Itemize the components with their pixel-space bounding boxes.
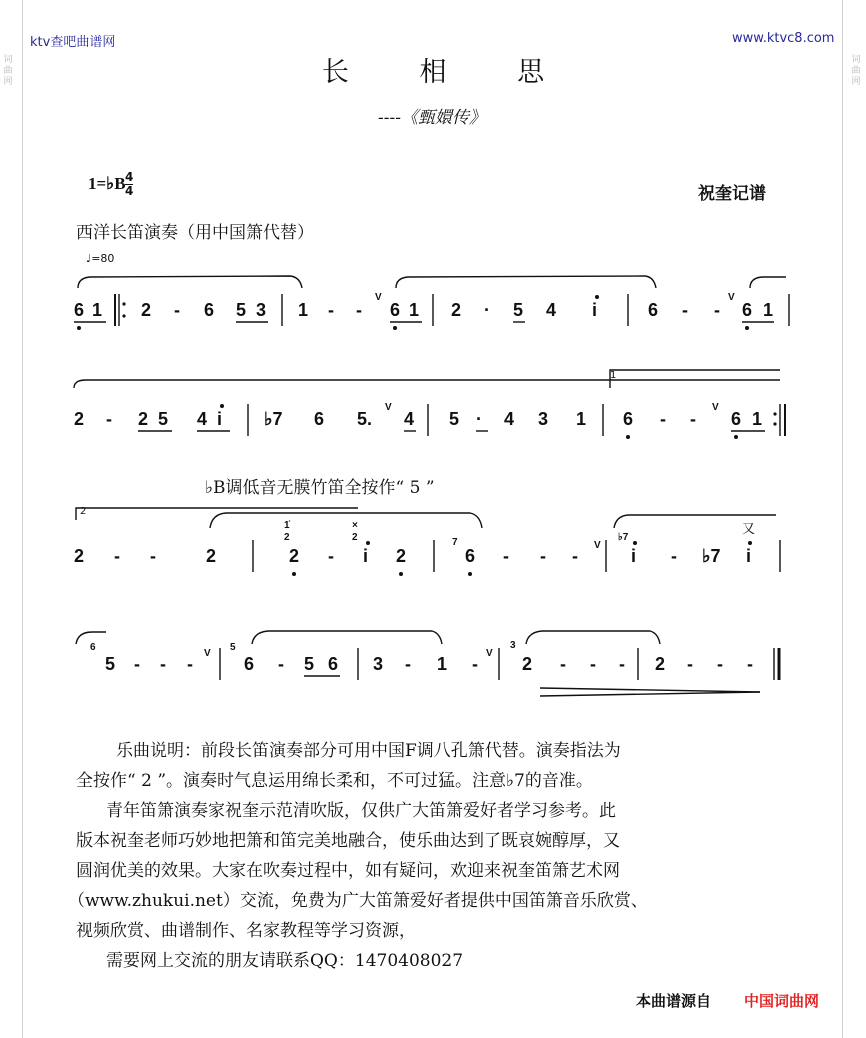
note: - xyxy=(671,546,677,566)
svg-text:V: V xyxy=(385,402,392,413)
notes-line: 版本祝奎老师巧妙地把箫和笛完美地融合，使乐曲达到了既哀婉醇厚，又 xyxy=(76,831,620,851)
note: · xyxy=(476,409,482,429)
note: 4 xyxy=(197,409,208,429)
note: 2 xyxy=(74,409,85,429)
svg-text:2: 2 xyxy=(284,532,290,543)
svg-text:V: V xyxy=(728,292,735,303)
transcriber: 祝奎记谱 xyxy=(698,184,766,204)
note: - xyxy=(160,654,166,674)
note: - xyxy=(540,546,546,566)
note: - xyxy=(560,654,566,674)
note: 5 xyxy=(158,409,169,429)
note: 3 xyxy=(256,300,267,320)
left-watermark-strip xyxy=(2,0,14,1038)
note: 3 xyxy=(373,654,384,674)
header-site-left[interactable]: ktv查吧曲谱网 xyxy=(30,35,116,50)
note: i xyxy=(363,546,369,566)
note: - xyxy=(590,654,596,674)
note: 2 xyxy=(451,300,462,320)
note: - xyxy=(187,654,193,674)
note: 2 xyxy=(289,546,300,566)
notes-line: 需要网上交流的朋友请联系QQ：1470408027 xyxy=(106,951,464,971)
note: 2 xyxy=(522,654,533,674)
note: - xyxy=(405,654,411,674)
notes-line: 圆润优美的效果。大家在吹奏过程中，如有疑问，欢迎来祝奎笛箫艺术网 xyxy=(76,861,620,881)
svg-text:V: V xyxy=(486,648,493,659)
note: i xyxy=(217,409,223,429)
note: 2 xyxy=(74,546,85,566)
footer-source-link[interactable]: 中国词曲网 xyxy=(744,992,820,1010)
watermark-char: 网 xyxy=(851,77,861,87)
note: 6 xyxy=(74,300,85,320)
note: - xyxy=(687,654,693,674)
note: · xyxy=(484,300,490,320)
score-row-2 xyxy=(0,409,866,459)
svg-text:7: 7 xyxy=(452,537,458,548)
tuning-note: ♭B调低音无膜竹笛全按作“ 5 ” xyxy=(205,478,435,498)
note: 6 xyxy=(390,300,401,320)
footer-source-label: 本曲谱源自 xyxy=(636,992,712,1010)
note: 1 xyxy=(576,409,587,429)
note: 2 xyxy=(138,409,149,429)
note: 4 xyxy=(504,409,515,429)
note: - xyxy=(503,546,509,566)
title-char: 相 xyxy=(419,57,447,88)
note: - xyxy=(682,300,688,320)
note: ♭7 xyxy=(702,546,721,566)
svg-text:5: 5 xyxy=(230,642,236,653)
svg-text:3: 3 xyxy=(510,640,516,651)
note: i xyxy=(592,300,598,320)
note: - xyxy=(328,300,334,320)
svg-text:V: V xyxy=(204,648,211,659)
header-site-right[interactable]: www.ktvc8.com xyxy=(732,31,835,46)
notes-line: 青年笛箫演奏家祝奎示范清吹版，仅供广大笛箫爱好者学习参考。此 xyxy=(106,801,616,821)
note: 5 xyxy=(105,654,116,674)
note: ♭7 xyxy=(264,409,283,429)
note: 3 xyxy=(538,409,549,429)
note: 2 xyxy=(655,654,666,674)
note: - xyxy=(114,546,120,566)
note: 5 xyxy=(513,300,524,320)
svg-text:2: 2 xyxy=(352,532,358,543)
title-char: 长 xyxy=(321,57,349,88)
left-border-line xyxy=(22,0,23,1038)
watermark-char: 网 xyxy=(3,77,13,87)
watermark-char: 曲 xyxy=(851,66,861,76)
svg-text:V: V xyxy=(375,292,382,303)
note: - xyxy=(717,654,723,674)
note: 6 xyxy=(314,409,325,429)
note: 6 xyxy=(648,300,659,320)
note: 4 xyxy=(404,409,415,429)
note: - xyxy=(572,546,578,566)
note: 1 xyxy=(437,654,448,674)
time-sig-top: 4 xyxy=(125,170,134,184)
note: - xyxy=(690,409,696,429)
fingering-mark: 又 xyxy=(742,522,756,537)
page-title xyxy=(0,50,866,89)
note: 5 xyxy=(449,409,460,429)
key-signature: 1=♭B xyxy=(88,174,126,193)
note: - xyxy=(134,654,140,674)
note: - xyxy=(174,300,180,320)
watermark-char: 词 xyxy=(3,55,13,65)
svg-text:6: 6 xyxy=(90,642,96,653)
score-row-4 xyxy=(0,654,866,704)
note: 6 xyxy=(204,300,215,320)
right-watermark-strip xyxy=(850,0,862,1038)
note: - xyxy=(714,300,720,320)
note: 5 xyxy=(304,654,315,674)
score-row-1 xyxy=(0,300,866,350)
notes-section xyxy=(68,736,816,976)
note: 2 xyxy=(206,546,217,566)
note: 5 xyxy=(236,300,247,320)
subtitle: ----《甄嬛传》 xyxy=(378,108,486,128)
note: 6 xyxy=(742,300,753,320)
notes-line: 乐曲说明：前段长笛演奏部分可用中国F调八孔箫代替。演奏指法为 xyxy=(116,741,621,761)
note: 4 xyxy=(546,300,557,320)
svg-text:×: × xyxy=(352,520,358,531)
svg-text:♭7: ♭7 xyxy=(618,532,629,543)
note: 1 xyxy=(298,300,309,320)
notes-line: （www.zhukui.net）交流，免费为广大笛箫爱好者提供中国笛箫音乐欣赏、 xyxy=(68,891,648,911)
svg-text:1̇: 1̇ xyxy=(284,520,290,531)
score-row-3 xyxy=(0,546,866,596)
note: i xyxy=(746,546,752,566)
watermark-char: 词 xyxy=(851,55,861,65)
note: - xyxy=(660,409,666,429)
note: - xyxy=(106,409,112,429)
note: - xyxy=(472,654,478,674)
ending-label-1: 1 xyxy=(610,370,617,381)
tempo-marking: ♩=80 xyxy=(86,252,115,265)
note: 1 xyxy=(763,300,774,320)
note: i xyxy=(631,546,637,566)
note: - xyxy=(356,300,362,320)
note: 5. xyxy=(357,409,373,429)
right-border-line xyxy=(842,0,843,1038)
svg-text:V: V xyxy=(712,402,719,413)
note: 1 xyxy=(409,300,420,320)
note: - xyxy=(619,654,625,674)
note: 2 xyxy=(396,546,407,566)
note: - xyxy=(150,546,156,566)
note: 6 xyxy=(244,654,255,674)
note: 2 xyxy=(141,300,152,320)
note: - xyxy=(747,654,753,674)
title-char: 思 xyxy=(517,57,545,88)
note: 1 xyxy=(92,300,103,320)
note: 6 xyxy=(465,546,476,566)
instrument-instruction: 西洋长笛演奏（用中国箫代替） xyxy=(76,223,314,243)
svg-text:V: V xyxy=(594,540,601,551)
notes-line: 全按作“ 2 ”。演奏时气息运用绵长柔和，不可过猛。注意♭7的音准。 xyxy=(76,771,593,791)
notes-line: 视频欣赏、曲谱制作、名家教程等学习资源， xyxy=(76,921,416,941)
watermark-char: 曲 xyxy=(3,66,13,76)
ending-label-2: 2 xyxy=(80,506,87,517)
note: 6 xyxy=(623,409,634,429)
note: - xyxy=(278,654,284,674)
note: 6 xyxy=(328,654,339,674)
note: 6 xyxy=(731,409,742,429)
note: 1 xyxy=(752,409,763,429)
time-signature xyxy=(125,171,133,198)
note: - xyxy=(328,546,334,566)
time-sig-bottom: 4 xyxy=(125,184,134,198)
